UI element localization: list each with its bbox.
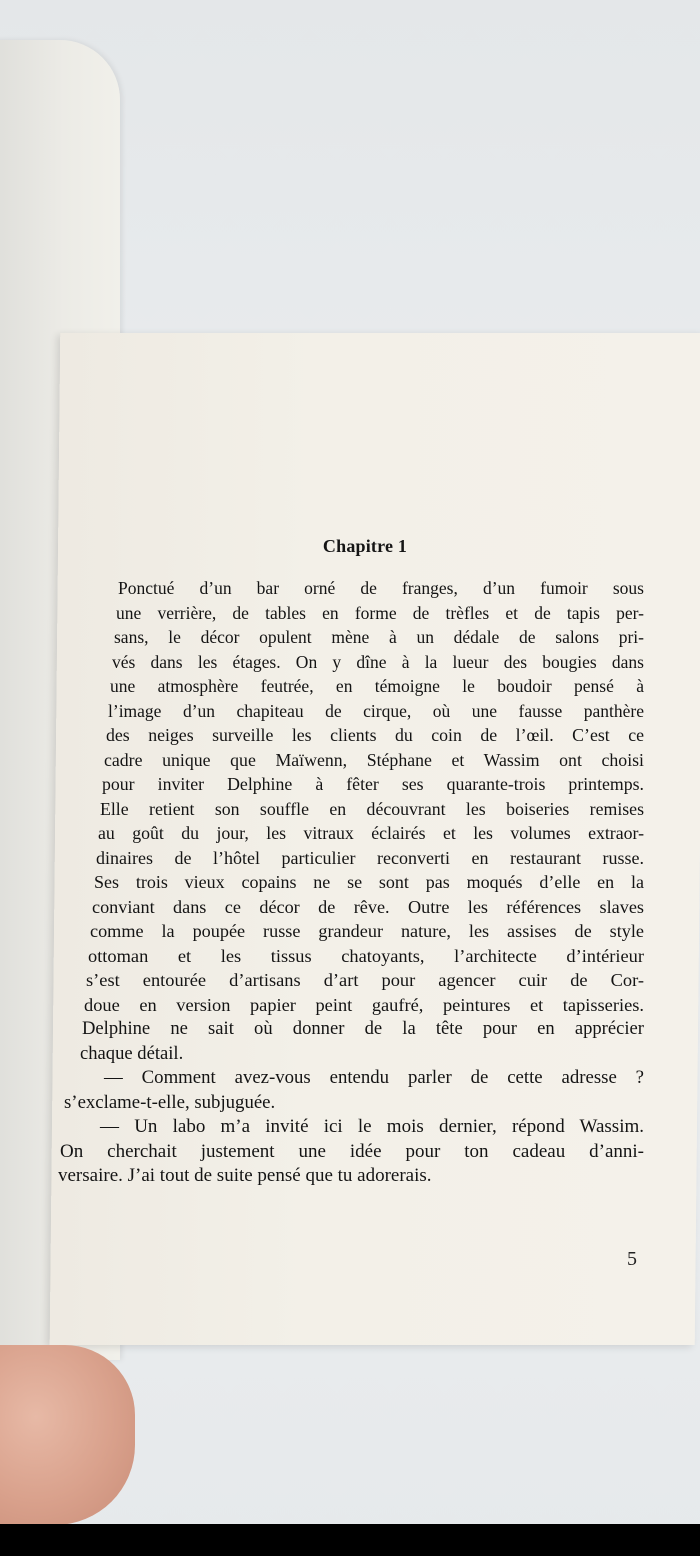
text-line: une verrière, de tables en forme de trèfles et de tapis per- [116,602,644,623]
text-line: l’image d’un chapiteau de cirque, où une fausse panthère [108,700,644,721]
text-line: s’est entourée d’artisans d’art pour agencer cuir de Cor- [86,970,644,990]
text-line: — Comment avez-vous entendu parler de cette adresse ? [104,1067,644,1088]
text-line: au goût du jour, les vitraux éclairés et les volumes extraor- [98,823,644,843]
text-line: ottoman et les tissus chatoyants, l’architecte d’intérieur [88,945,644,966]
text-line: comme la poupée russe grandeur nature, les assises de style [90,921,644,941]
text-line: — Un labo m’a invité ici le mois dernier, répond Wassim. [100,1116,644,1137]
text-line: chaque détail. [80,1042,184,1064]
text-line: On cherchait justement une idée pour ton cadeau d’anni- [60,1140,644,1162]
text-line: doue en version papier peint gaufré, peintures et tapisseries. [84,994,644,1015]
text-line: cadre unique que Maïwenn, Stéphane et Wassim ont choisi [104,749,644,770]
chapter-text [56,576,644,1189]
text-line: pour inviter Delphine à fêter ses quarante-trois printemps. [102,774,644,794]
text-line: Delphine ne sait où donner de la tête pour en apprécier [82,1018,644,1039]
text-line: s’exclame-t-elle, subjuguée. [64,1091,276,1113]
text-line: des neiges surveille les clients du coin de l’œil. C’est ce [106,725,644,745]
page-number: 5 [627,1248,637,1270]
text-line: Elle retient son souffle en découvrant les boiseries remises [100,798,644,819]
text-line: versaire. J’ai tout de suite pensé que tu adorerais. [58,1165,432,1186]
text-line: Ponctué d’un bar orné de franges, d’un fumoir sous [118,578,644,598]
text-line: Ses trois vieux copains ne se sont pas moqués d’elle en la [94,872,644,892]
text-line: conviant dans ce décor de rêve. Outre les références slaves [92,896,644,917]
chapter-title: Chapitre 1 [322,536,408,556]
text-line: une atmosphère feutrée, en témoigne le boudoir pensé à [110,676,644,696]
text-line: sans, le décor opulent mène à un dédale de salons pri- [114,627,644,647]
text-line: vés dans les étages. On y dîne à la lueur des bougies dans [112,651,644,672]
bottom-bar [0,1524,700,1556]
text-line: dinaires de l’hôtel particulier reconverti en restaurant russe. [96,847,644,868]
finger [0,1345,135,1525]
